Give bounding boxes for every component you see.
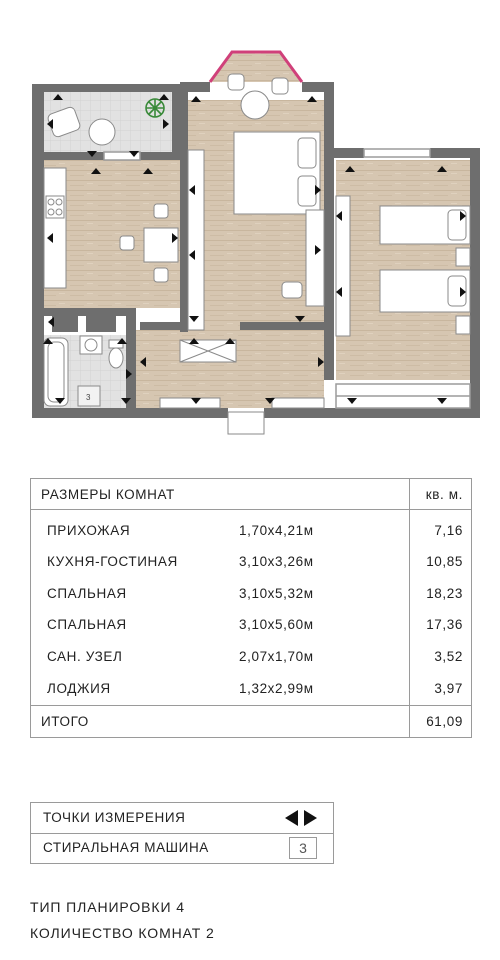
room-dims: 3,10х5,60м bbox=[239, 617, 314, 632]
plant-icon bbox=[146, 99, 164, 117]
table-header bbox=[31, 479, 471, 510]
room-name: САН. УЗЕЛ bbox=[47, 649, 123, 664]
measure-arrows-icon bbox=[283, 809, 319, 827]
room-name: ПРИХОЖАЯ bbox=[47, 523, 131, 538]
washing-machine-icon: 3 bbox=[289, 837, 317, 859]
legend-measure-label: ТОЧКИ ИЗМЕРЕНИЯ bbox=[43, 810, 186, 825]
room-name: СПАЛЬНАЯ bbox=[47, 617, 127, 632]
room-name: СПАЛЬНАЯ bbox=[47, 586, 127, 601]
table-row bbox=[31, 515, 471, 546]
rooms-count: КОЛИЧЕСТВО КОМНАТ 2 bbox=[30, 925, 215, 941]
table-row bbox=[31, 546, 471, 577]
layout-type: ТИП ПЛАНИРОВКИ 4 bbox=[30, 899, 185, 915]
total-label: ИТОГО bbox=[41, 714, 89, 729]
table-row bbox=[31, 641, 471, 672]
room-area: 17,36 bbox=[426, 617, 463, 632]
room-dims: 3,10х3,26м bbox=[239, 554, 314, 569]
room-name: ЛОДЖИЯ bbox=[47, 681, 111, 696]
room-dims: 3,10х5,32м bbox=[239, 586, 314, 601]
room-name: КУХНЯ-ГОСТИНАЯ bbox=[47, 554, 178, 569]
table-row bbox=[31, 609, 471, 640]
kitchen-counter bbox=[44, 168, 66, 288]
bay-window-floor bbox=[210, 52, 302, 82]
stove-icon bbox=[46, 196, 64, 218]
washing-machine-number: 3 bbox=[86, 393, 91, 402]
room-area: 10,85 bbox=[426, 554, 463, 569]
legend-measure-points bbox=[31, 803, 333, 833]
table-unit: кв. м. bbox=[425, 487, 463, 502]
legend-washer-label: СТИРАЛЬНАЯ МАШИНА bbox=[43, 840, 209, 855]
table-total-row bbox=[31, 706, 471, 737]
room-area: 7,16 bbox=[434, 523, 463, 538]
room-dims: 1,32х2,99м bbox=[239, 681, 314, 696]
table-row bbox=[31, 673, 471, 704]
legend bbox=[30, 802, 334, 864]
room-area: 18,23 bbox=[426, 586, 463, 601]
table-row bbox=[31, 578, 471, 609]
room-area: 3,97 bbox=[434, 681, 463, 696]
room-sizes-table bbox=[30, 478, 472, 738]
dining-table bbox=[144, 228, 178, 262]
table-title: РАЗМЕРЫ КОМНАТ bbox=[41, 487, 175, 502]
floor-plan bbox=[0, 0, 500, 470]
room-dims: 2,07х1,70м bbox=[239, 649, 314, 664]
sink-icon bbox=[80, 336, 102, 354]
toilet-icon bbox=[109, 348, 123, 368]
room-area: 3,52 bbox=[434, 649, 463, 664]
room-dims: 1,70х4,21м bbox=[239, 523, 314, 538]
legend-washing-machine bbox=[31, 833, 333, 863]
total-area: 61,09 bbox=[426, 714, 463, 729]
